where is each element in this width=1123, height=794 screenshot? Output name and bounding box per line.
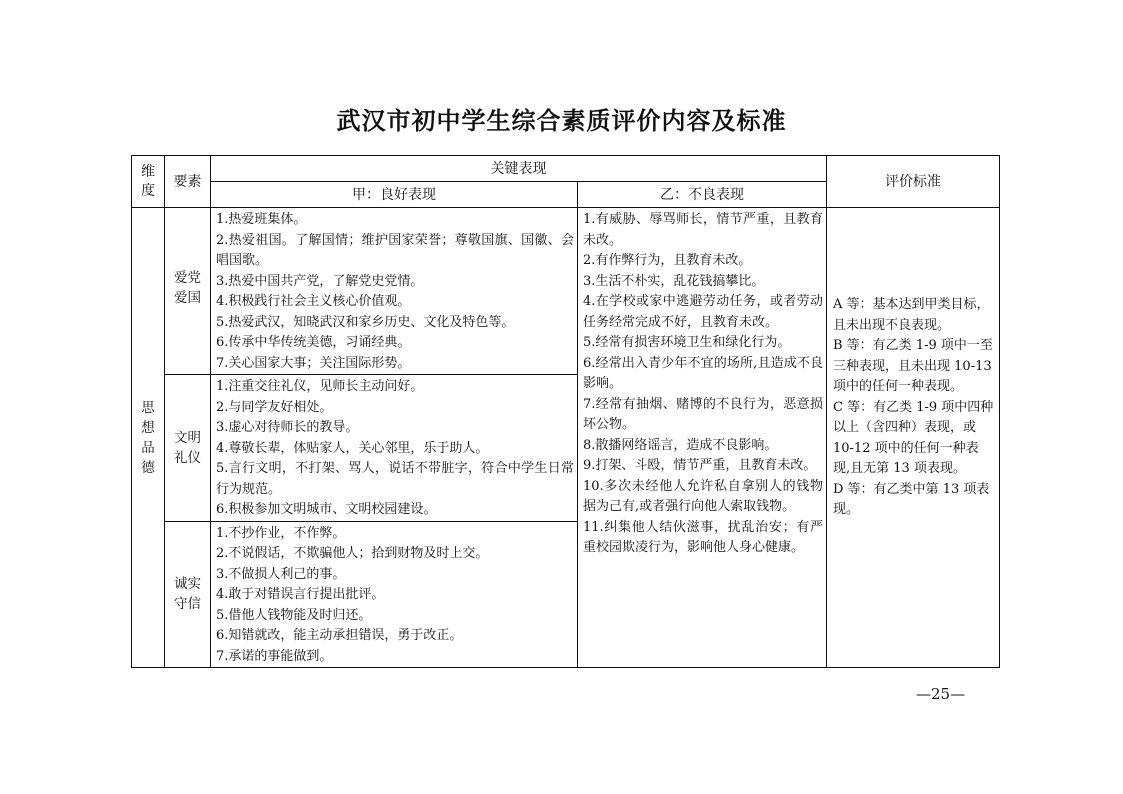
list-item: 7.承诺的事能做到。 bbox=[216, 648, 333, 664]
list-item: 4.积极践行社会主义核心价值观。 bbox=[216, 294, 411, 309]
bad-list bbox=[578, 208, 827, 668]
element-cell: 文明 礼仪 bbox=[165, 375, 211, 522]
good-list bbox=[211, 208, 578, 375]
header-bad: 乙：不良表现 bbox=[578, 182, 827, 208]
list-item: 7.经常有抽烟、赌博的不良行为，恶意损坏公物。 bbox=[583, 396, 823, 432]
list-item: 2.有作弊行为，且教育未改。 bbox=[583, 253, 752, 268]
list-item: 5.借他人钱物能及时归还。 bbox=[216, 607, 372, 623]
list-item: 7.关心国家大事；关注国际形势。 bbox=[216, 355, 411, 371]
list-item: 3.不做损人利己的事。 bbox=[216, 566, 346, 582]
page-number: —25— bbox=[916, 685, 966, 703]
header-standard: 评价标准 bbox=[827, 156, 1000, 208]
header-dimension: 维 度 bbox=[132, 156, 165, 208]
standard-item: B 等：有乙类 1-9 项中一至三种表现，且未出现 10-13 项中的任何一种表现。 bbox=[833, 338, 993, 394]
dimension-cell: 思 想 品 德 bbox=[132, 208, 165, 668]
standard-list bbox=[827, 208, 1000, 668]
list-item: 6.积极参加文明城市、文明校园建设。 bbox=[216, 502, 437, 517]
good-list bbox=[211, 521, 578, 668]
list-item: 10.多次未经他人允许私自拿别人的钱物据为己有,或者强行向他人索取钱物。 bbox=[583, 478, 823, 514]
standard-item: D 等：有乙类中第 13 项表现。 bbox=[833, 481, 990, 517]
list-item: 3.热爱中国共产党，了解党史党情。 bbox=[216, 273, 424, 289]
header-good: 甲：良好表现 bbox=[211, 182, 578, 208]
element-cell: 爱党 爱国 bbox=[165, 208, 211, 375]
list-item: 5.经常有损害环境卫生和绿化行为。 bbox=[583, 335, 791, 350]
element-cell: 诚实 守信 bbox=[165, 521, 211, 668]
list-item: 5.热爱武汉，知晓武汉和家乡历史、文化及特色等。 bbox=[216, 314, 515, 330]
list-item: 1.有威胁、辱骂师长，情节严重，且教育未改。 bbox=[583, 212, 823, 248]
standard-item: C 等：有乙类 1-9 项中四种以上（含四种）表现，或 10-12 项中的任何一种表现,且无第 13 项表现。 bbox=[833, 399, 994, 476]
list-item: 2.与同学友好相处。 bbox=[216, 399, 333, 415]
list-item: 5.言行文明，不打架、骂人，说话不带脏字，符合中学生日常行为规范。 bbox=[216, 461, 574, 497]
good-list bbox=[211, 375, 578, 522]
list-item: 6.传承中华传统美德，习诵经典。 bbox=[216, 335, 411, 350]
list-item: 4.在学校或家中逃避劳动任务，或者劳动任务经常完成不好，且教育未改。 bbox=[583, 294, 823, 330]
list-item: 6.知错就改，能主动承担错误，勇于改正。 bbox=[216, 628, 463, 643]
list-item: 4.尊敬长辈，体贴家人，关心邻里，乐于助人。 bbox=[216, 440, 489, 456]
standard-item: A 等：基本达到甲类目标，且未出现不良表现。 bbox=[833, 297, 990, 333]
list-item: 11.纠集他人结伙滋事，扰乱治安；有严重校园欺凌行为，影响他人身心健康。 bbox=[583, 519, 823, 555]
list-item: 4.敢于对错误言行提出批评。 bbox=[216, 587, 385, 602]
list-item: 1.不抄作业，不作弊。 bbox=[216, 525, 346, 541]
list-item: 3.生活不朴实，乱花钱搞攀比。 bbox=[583, 273, 765, 289]
document-title: 武汉市初中学生综合素质评价内容及标准 bbox=[336, 107, 787, 135]
list-item: 3.虚心对待师长的教导。 bbox=[216, 420, 359, 435]
list-item: 2.不说假话，不欺骗他人；拾到财物及时上交。 bbox=[216, 546, 489, 561]
list-item: 1.热爱班集体。 bbox=[216, 212, 307, 227]
list-item: 6.经常出入青少年不宜的场所,且造成不良影响。 bbox=[583, 355, 823, 391]
header-element: 要素 bbox=[165, 156, 211, 208]
list-item: 9.打架、斗殴，情节严重，且教育未改。 bbox=[583, 458, 817, 473]
header-key-performance: 关键表现 bbox=[211, 156, 827, 182]
list-item: 2.热爱祖国。了解国情；维护国家荣誉；尊敬国旗、国徽、会唱国歌。 bbox=[216, 232, 574, 268]
evaluation-table bbox=[131, 155, 1000, 668]
list-item: 1.注重交往礼仪，见师长主动问好。 bbox=[216, 379, 424, 394]
list-item: 8.散播网络谣言，造成不良影响。 bbox=[583, 437, 778, 453]
